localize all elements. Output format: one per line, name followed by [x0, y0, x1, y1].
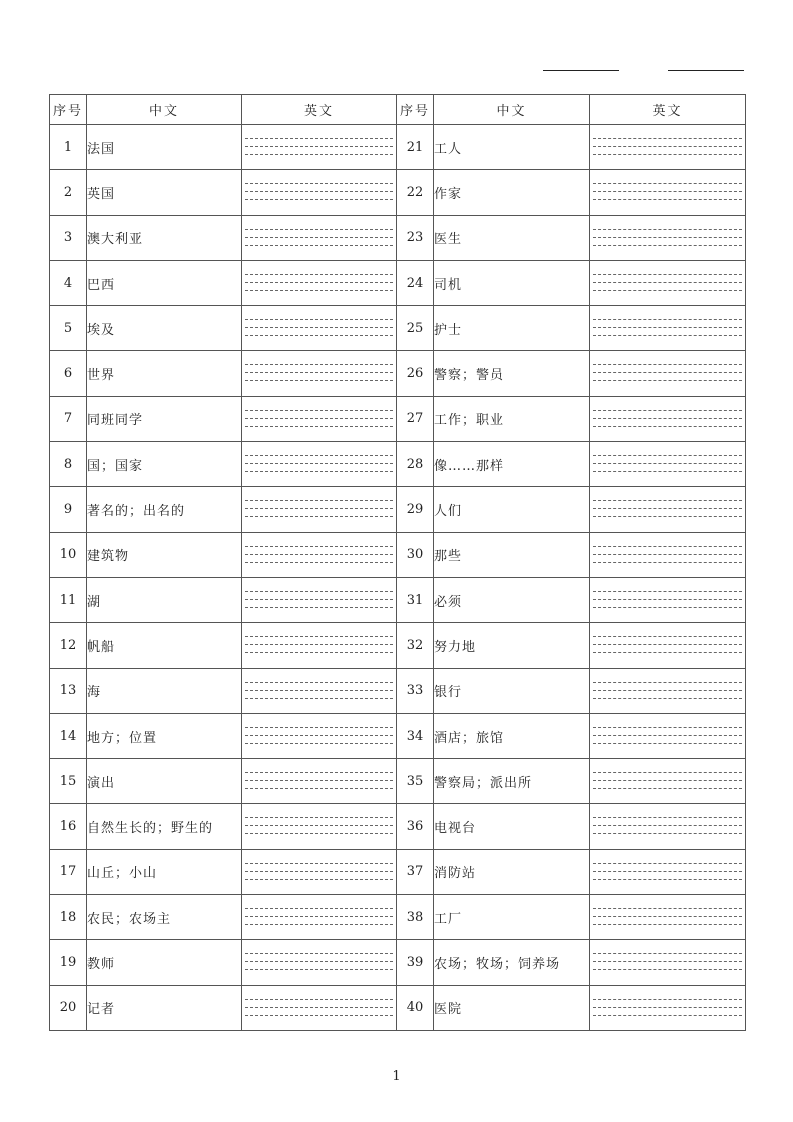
chinese-term-right: 像……那样: [434, 442, 590, 487]
writing-guide-line: [593, 879, 742, 880]
table-row: [50, 306, 746, 351]
table-row: [50, 849, 746, 894]
chinese-term-left: 英国: [87, 170, 242, 215]
chinese-term-left: 地方；位置: [87, 713, 242, 758]
row-number-right: 39: [397, 940, 434, 985]
english-answer-cell-left[interactable]: [242, 125, 397, 170]
chinese-term-right: 警察；警员: [434, 351, 590, 396]
chinese-term-right: 消防站: [434, 849, 590, 894]
writing-guide-line: [245, 508, 393, 509]
writing-guide-line: [593, 825, 742, 826]
page-number: 1: [392, 1069, 401, 1084]
writing-guide-line: [593, 546, 742, 547]
writing-guide-line: [245, 682, 393, 683]
writing-guide-line: [245, 516, 393, 517]
chinese-term-left: 海: [87, 668, 242, 713]
english-answer-cell-left[interactable]: [242, 170, 397, 215]
chinese-term-left: 国；国家: [87, 442, 242, 487]
chinese-term-left: 自然生长的；野生的: [87, 804, 242, 849]
writing-guide-line: [245, 554, 393, 555]
writing-guide-line: [593, 319, 742, 320]
chinese-term-left: 建筑物: [87, 532, 242, 577]
writing-guide-line: [245, 924, 393, 925]
row-number-right: 27: [397, 396, 434, 441]
english-answer-cell-right[interactable]: [590, 895, 746, 940]
writing-guide-line: [593, 274, 742, 275]
row-number-right: 40: [397, 985, 434, 1030]
writing-guide-line: [245, 652, 393, 653]
writing-guide-line: [593, 418, 742, 419]
writing-guide-line: [593, 183, 742, 184]
writing-guide-line: [593, 591, 742, 592]
table-row: [50, 759, 746, 804]
row-number-right: 25: [397, 306, 434, 351]
english-answer-cell-left[interactable]: [242, 442, 397, 487]
header-english-left: 英文: [242, 95, 397, 125]
writing-guide-line: [245, 500, 393, 501]
chinese-term-left: 著名的；出名的: [87, 487, 242, 532]
writing-guide-line: [245, 154, 393, 155]
row-number-left: 19: [50, 940, 87, 985]
chinese-term-left: 世界: [87, 351, 242, 396]
chinese-term-right: 人们: [434, 487, 590, 532]
writing-guide-line: [593, 455, 742, 456]
chinese-term-left: 法国: [87, 125, 242, 170]
writing-guide-line: [593, 191, 742, 192]
writing-guide-line: [245, 953, 393, 954]
chinese-term-right: 工人: [434, 125, 590, 170]
table-row: [50, 170, 746, 215]
header-number-right: 序号: [397, 95, 434, 125]
chinese-term-right: 必须: [434, 577, 590, 622]
row-number-left: 9: [50, 487, 87, 532]
table-row: [50, 260, 746, 305]
chinese-term-right: 医院: [434, 985, 590, 1030]
english-answer-cell-right[interactable]: [590, 396, 746, 441]
chinese-term-left: 记者: [87, 985, 242, 1030]
writing-guide-line: [593, 908, 742, 909]
table-row: [50, 940, 746, 985]
writing-guide-line: [593, 138, 742, 139]
writing-guide-line: [245, 743, 393, 744]
english-answer-cell-left[interactable]: [242, 713, 397, 758]
writing-guide-line: [245, 191, 393, 192]
writing-guide-line: [593, 426, 742, 427]
chinese-term-right: 护士: [434, 306, 590, 351]
english-answer-cell-left[interactable]: [242, 849, 397, 894]
table-row: [50, 895, 746, 940]
writing-guide-line: [245, 410, 393, 411]
table-row: [50, 713, 746, 758]
writing-guide-line: [593, 335, 742, 336]
english-answer-cell-right[interactable]: [590, 985, 746, 1030]
writing-guide-line: [593, 290, 742, 291]
chinese-term-right: 那些: [434, 532, 590, 577]
chinese-term-left: 演出: [87, 759, 242, 804]
header-chinese-left: 中文: [87, 95, 242, 125]
english-answer-cell-left[interactable]: [242, 487, 397, 532]
writing-guide-line: [593, 327, 742, 328]
chinese-term-right: 医生: [434, 215, 590, 260]
row-number-left: 6: [50, 351, 87, 396]
chinese-term-right: 司机: [434, 260, 590, 305]
writing-guide-line: [593, 961, 742, 962]
chinese-term-right: 工作；职业: [434, 396, 590, 441]
chinese-term-right: 努力地: [434, 623, 590, 668]
row-number-right: 33: [397, 668, 434, 713]
writing-guide-line: [245, 908, 393, 909]
writing-guide-line: [593, 644, 742, 645]
writing-guide-line: [593, 237, 742, 238]
writing-guide-line: [593, 471, 742, 472]
writing-guide-line: [593, 146, 742, 147]
row-number-right: 31: [397, 577, 434, 622]
writing-guide-line: [245, 772, 393, 773]
header-english-right: 英文: [590, 95, 746, 125]
english-answer-cell-left[interactable]: [242, 985, 397, 1030]
writing-guide-line: [593, 500, 742, 501]
chinese-term-left: 巴西: [87, 260, 242, 305]
english-answer-cell-left[interactable]: [242, 532, 397, 577]
table-row: [50, 532, 746, 577]
row-number-right: 28: [397, 442, 434, 487]
vocabulary-table: [49, 94, 746, 1031]
writing-guide-line: [245, 735, 393, 736]
writing-guide-line: [245, 471, 393, 472]
writing-guide-line: [245, 825, 393, 826]
row-number-left: 3: [50, 215, 87, 260]
table-row: [50, 577, 746, 622]
chinese-term-left: 湖: [87, 577, 242, 622]
writing-guide-line: [593, 924, 742, 925]
header-number-left: 序号: [50, 95, 87, 125]
english-answer-cell-left[interactable]: [242, 396, 397, 441]
writing-guide-line: [245, 780, 393, 781]
writing-guide-line: [245, 463, 393, 464]
writing-guide-line: [593, 282, 742, 283]
writing-guide-line: [593, 229, 742, 230]
row-number-right: 21: [397, 125, 434, 170]
writing-guide-line: [593, 780, 742, 781]
row-number-left: 4: [50, 260, 87, 305]
writing-guide-line: [245, 229, 393, 230]
writing-guide-line: [593, 969, 742, 970]
writing-guide-line: [593, 562, 742, 563]
row-number-left: 10: [50, 532, 87, 577]
writing-guide-line: [245, 871, 393, 872]
writing-guide-line: [593, 727, 742, 728]
row-number-left: 7: [50, 396, 87, 441]
writing-guide-line: [593, 833, 742, 834]
writing-guide-line: [245, 327, 393, 328]
name-blank-line[interactable]: [543, 70, 619, 71]
table-row: [50, 396, 746, 441]
english-answer-cell-right[interactable]: [590, 487, 746, 532]
writing-guide-line: [245, 138, 393, 139]
table-row: [50, 215, 746, 260]
writing-guide-line: [245, 372, 393, 373]
english-answer-cell-right[interactable]: [590, 170, 746, 215]
writing-guide-line: [593, 690, 742, 691]
writing-guide-line: [593, 916, 742, 917]
row-number-right: 38: [397, 895, 434, 940]
row-number-left: 20: [50, 985, 87, 1030]
row-number-left: 5: [50, 306, 87, 351]
english-answer-cell-right[interactable]: [590, 125, 746, 170]
writing-guide-line: [245, 863, 393, 864]
row-number-left: 2: [50, 170, 87, 215]
english-answer-cell-left[interactable]: [242, 577, 397, 622]
row-number-left: 14: [50, 713, 87, 758]
writing-guide-line: [245, 290, 393, 291]
writing-guide-line: [593, 788, 742, 789]
english-answer-cell-right[interactable]: [590, 306, 746, 351]
writing-guide-line: [245, 335, 393, 336]
row-number-left: 1: [50, 125, 87, 170]
writing-guide-line: [245, 455, 393, 456]
writing-guide-line: [593, 772, 742, 773]
row-number-left: 16: [50, 804, 87, 849]
table-row: [50, 804, 746, 849]
writing-guide-line: [245, 599, 393, 600]
english-answer-cell-left[interactable]: [242, 623, 397, 668]
writing-guide-line: [245, 636, 393, 637]
writing-guide-line: [593, 508, 742, 509]
row-number-right: 26: [397, 351, 434, 396]
writing-guide-line: [593, 199, 742, 200]
writing-guide-line: [593, 372, 742, 373]
row-number-right: 29: [397, 487, 434, 532]
writing-guide-line: [593, 516, 742, 517]
writing-guide-line: [593, 953, 742, 954]
writing-guide-line: [593, 735, 742, 736]
row-number-right: 34: [397, 713, 434, 758]
english-answer-cell-left[interactable]: [242, 940, 397, 985]
english-answer-cell-right[interactable]: [590, 759, 746, 804]
english-answer-cell-right[interactable]: [590, 940, 746, 985]
row-number-left: 12: [50, 623, 87, 668]
writing-guide-line: [593, 1007, 742, 1008]
chinese-term-right: 农场；牧场；饲养场: [434, 940, 590, 985]
writing-guide-line: [245, 727, 393, 728]
chinese-term-left: 埃及: [87, 306, 242, 351]
chinese-term-right: 作家: [434, 170, 590, 215]
english-answer-cell-right[interactable]: [590, 849, 746, 894]
writing-guide-line: [245, 969, 393, 970]
english-answer-cell-right[interactable]: [590, 668, 746, 713]
writing-guide-line: [245, 380, 393, 381]
row-number-right: 24: [397, 260, 434, 305]
writing-guide-line: [245, 999, 393, 1000]
english-answer-cell-left[interactable]: [242, 260, 397, 305]
writing-guide-line: [593, 599, 742, 600]
writing-guide-line: [593, 863, 742, 864]
table-header-row: [50, 95, 746, 125]
writing-guide-line: [245, 426, 393, 427]
english-answer-cell-right[interactable]: [590, 351, 746, 396]
row-number-right: 36: [397, 804, 434, 849]
chinese-term-right: 酒店；旅馆: [434, 713, 590, 758]
row-number-left: 8: [50, 442, 87, 487]
writing-guide-line: [245, 418, 393, 419]
chinese-term-right: 警察局；派出所: [434, 759, 590, 804]
english-answer-cell-right[interactable]: [590, 713, 746, 758]
chinese-term-right: 工厂: [434, 895, 590, 940]
writing-guide-line: [245, 833, 393, 834]
row-number-left: 13: [50, 668, 87, 713]
writing-guide-line: [245, 274, 393, 275]
writing-guide-line: [593, 607, 742, 608]
table-row: [50, 351, 746, 396]
row-number-right: 22: [397, 170, 434, 215]
writing-guide-line: [245, 245, 393, 246]
row-number-left: 11: [50, 577, 87, 622]
chinese-term-left: 山丘；小山: [87, 849, 242, 894]
writing-guide-line: [245, 1007, 393, 1008]
english-answer-cell-left[interactable]: [242, 306, 397, 351]
english-answer-cell-right[interactable]: [590, 442, 746, 487]
english-answer-cell-left[interactable]: [242, 668, 397, 713]
row-number-left: 15: [50, 759, 87, 804]
writing-guide-line: [245, 591, 393, 592]
writing-guide-line: [245, 817, 393, 818]
writing-guide-line: [245, 546, 393, 547]
english-answer-cell-left[interactable]: [242, 804, 397, 849]
chinese-term-right: 电视台: [434, 804, 590, 849]
writing-guide-line: [593, 463, 742, 464]
writing-guide-line: [245, 319, 393, 320]
writing-guide-line: [245, 644, 393, 645]
chinese-term-left: 农民；农场主: [87, 895, 242, 940]
writing-guide-line: [593, 364, 742, 365]
english-answer-cell-left[interactable]: [242, 895, 397, 940]
writing-guide-line: [245, 916, 393, 917]
english-answer-cell-right[interactable]: [590, 804, 746, 849]
writing-guide-line: [593, 245, 742, 246]
english-answer-cell-left[interactable]: [242, 215, 397, 260]
chinese-term-left: 教师: [87, 940, 242, 985]
english-answer-cell-left[interactable]: [242, 759, 397, 804]
writing-guide-line: [593, 682, 742, 683]
writing-guide-line: [245, 1015, 393, 1016]
writing-guide-line: [593, 410, 742, 411]
chinese-term-left: 澳大利亚: [87, 215, 242, 260]
writing-guide-line: [593, 999, 742, 1000]
writing-guide-line: [593, 636, 742, 637]
writing-guide-line: [245, 199, 393, 200]
writing-guide-line: [593, 698, 742, 699]
writing-guide-line: [593, 554, 742, 555]
writing-guide-line: [245, 364, 393, 365]
writing-guide-line: [245, 183, 393, 184]
writing-guide-line: [593, 743, 742, 744]
writing-guide-line: [593, 871, 742, 872]
class-blank-line[interactable]: [668, 70, 744, 71]
table-row: [50, 668, 746, 713]
table-row: [50, 442, 746, 487]
table-row: [50, 487, 746, 532]
table-row: [50, 985, 746, 1030]
chinese-term-right: 银行: [434, 668, 590, 713]
writing-guide-line: [245, 788, 393, 789]
table-row: [50, 623, 746, 668]
row-number-left: 18: [50, 895, 87, 940]
writing-guide-line: [593, 652, 742, 653]
row-number-right: 32: [397, 623, 434, 668]
english-answer-cell-right[interactable]: [590, 532, 746, 577]
row-number-right: 30: [397, 532, 434, 577]
header-chinese-right: 中文: [434, 95, 590, 125]
writing-guide-line: [245, 562, 393, 563]
english-answer-cell-right[interactable]: [590, 260, 746, 305]
writing-guide-line: [245, 237, 393, 238]
writing-guide-line: [245, 961, 393, 962]
writing-guide-line: [593, 154, 742, 155]
chinese-term-left: 同班同学: [87, 396, 242, 441]
writing-guide-line: [245, 879, 393, 880]
row-number-right: 35: [397, 759, 434, 804]
row-number-right: 37: [397, 849, 434, 894]
writing-guide-line: [245, 146, 393, 147]
english-answer-cell-right[interactable]: [590, 623, 746, 668]
chinese-term-left: 帆船: [87, 623, 242, 668]
english-answer-cell-right[interactable]: [590, 577, 746, 622]
english-answer-cell-left[interactable]: [242, 351, 397, 396]
writing-guide-line: [593, 817, 742, 818]
writing-guide-line: [593, 1015, 742, 1016]
writing-guide-line: [593, 380, 742, 381]
writing-guide-line: [245, 282, 393, 283]
english-answer-cell-right[interactable]: [590, 215, 746, 260]
writing-guide-line: [245, 690, 393, 691]
writing-guide-line: [245, 607, 393, 608]
row-number-left: 17: [50, 849, 87, 894]
writing-guide-line: [245, 698, 393, 699]
row-number-right: 23: [397, 215, 434, 260]
table-row: [50, 125, 746, 170]
